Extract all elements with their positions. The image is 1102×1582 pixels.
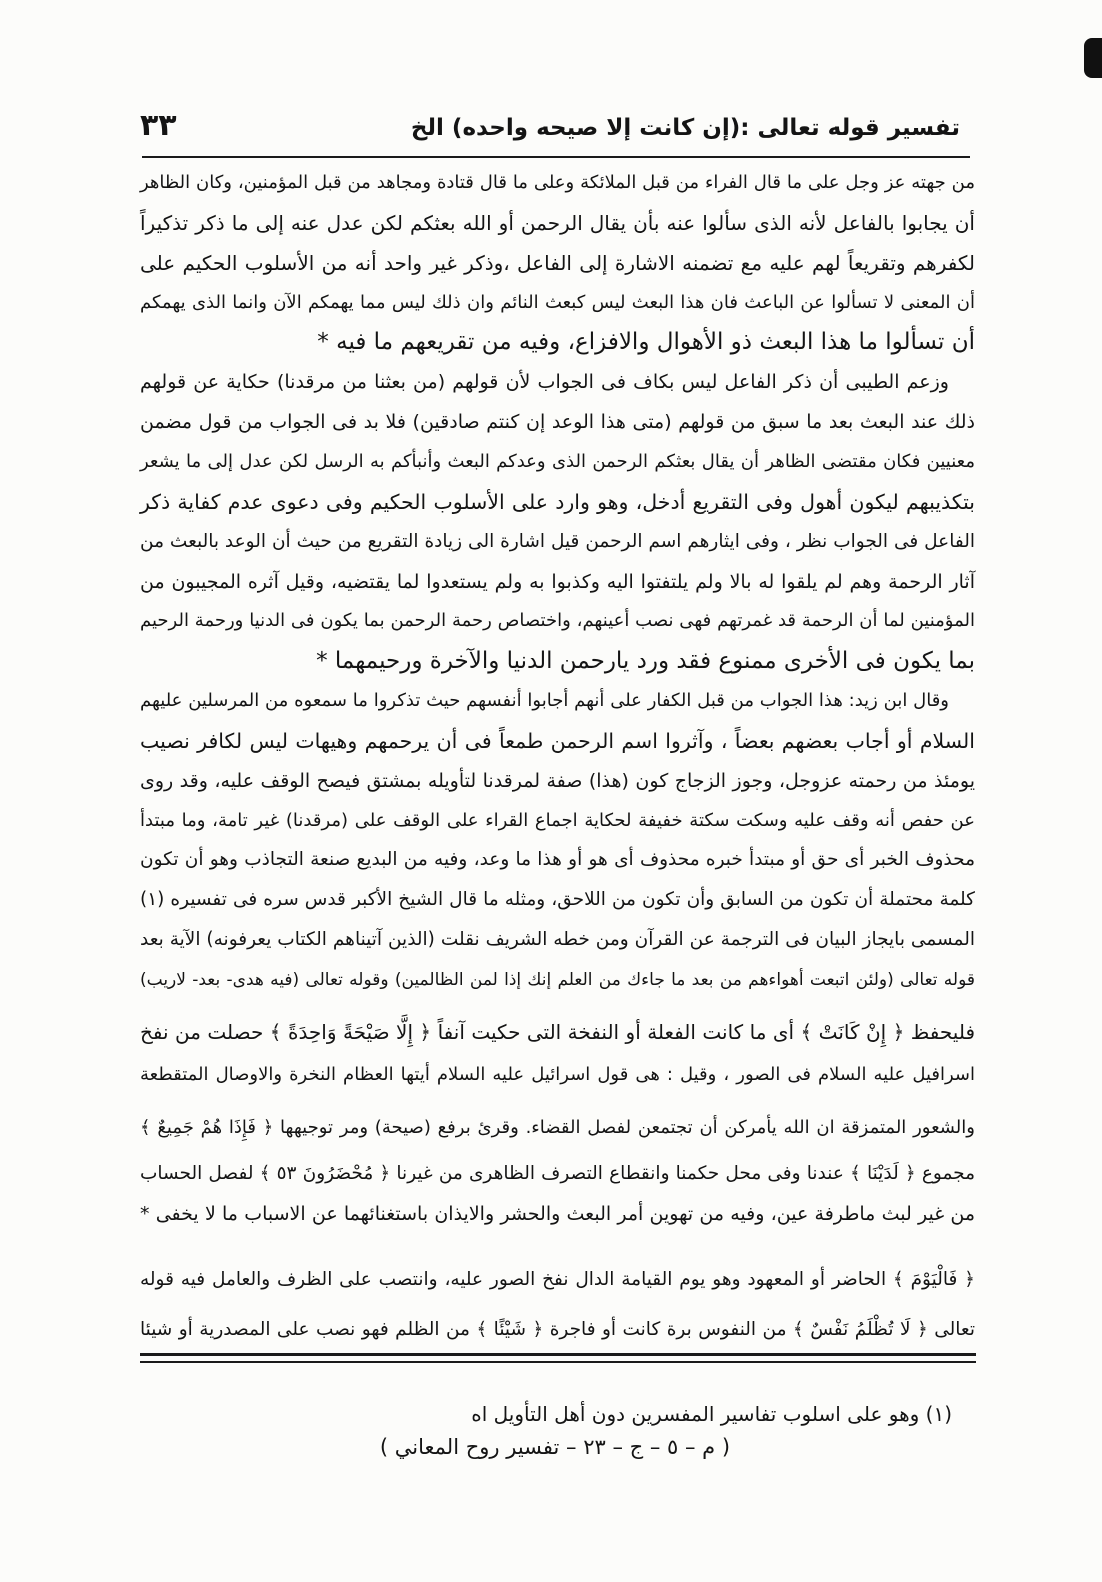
text-line: السلام أو أجاب بعضهم بعضاً ، وآثروا اسم الرحمن طمعاً فى أن يرحمهم وهيهات ليس لكافر نصيب — [140, 729, 975, 753]
text-line: بتكذيبهم ليكون أهول وفى التقريع أدخل، وهو وارد على الأسلوب الحكيم وفى دعوى عدم كفاية ذكر — [140, 490, 975, 514]
footnote-rule-thin — [140, 1361, 976, 1363]
text-line: فليحفظ ﴿ إِنْ كَانَتْ ﴾ أى ما كانت الفعلة أو النفخة التى حكيت آنفاً ﴿ إِلَّا صَيْحَةً وَاحِدَةً ﴾ حصلت من نفخ — [140, 1020, 975, 1044]
text-line: أن المعنى لا تسألوا عن الباعث فان هذا البعث ليس كبعث النائم وان ذلك ليس مما يهمكم الآن وانما الذى يهمكم — [140, 292, 975, 313]
text-line: وزعم الطيبى أن ذكر الفاعل ليس بكاف فى الجواب لأن قولهم (من بعثنا من مرقدنا) حكاية عن قولهم — [140, 371, 949, 393]
text-line: عن حفص أنه وقف عليه وسكت سكتة خفيفة لحكاية اجماع القراء على الوقف على (مرقدنا) غير تامة، وما مبتدأ — [140, 810, 975, 831]
text-line: ﴿ فَالْيَوْمَ ﴾ الحاضر أو المعهود وهو يوم القيامة الدال نفخ الصور عليه، وانتصب على الظرف والعامل فيه قوله — [140, 1269, 975, 1290]
footnote: (١) وهو على اسلوب تفاسير المفسرين دون أهل التأويل اه — [471, 1402, 952, 1426]
text-line: من جهته عز وجل على ما قال الفراء من قبل الملائكة وعلى ما قال قتادة ومجاهد من قبل المؤمنين، وكان الظاهر — [140, 172, 975, 193]
running-header-title: تفسير قوله تعالى :(إن كانت إلا صيحه واحده) الخ — [410, 115, 960, 141]
text-line: محذوف الخبر أى حق أو مبتدأ خبره محذوف أى هو أو هذا ما وعد، وفيه من البديع صنعة التجاذب وهو أن تكون — [140, 849, 975, 870]
text-line: لكفرهم وتقريعاً لهم عليه مع تضمنه الاشارة إلى الفاعل ،وذكر غير واحد أنه من الأسلوب الحكيم على — [140, 251, 975, 275]
text-line: الفاعل فى الجواب نظر ، وفى ايثارهم اسم الرحمن قيل اشارة الى زيادة التقريع من حيث أن الوعد بالبعث من — [140, 531, 975, 552]
text-line: من غير لبث ماطرفة عين، وفيه من تهوين أمر البعث والحشر والايذان باستغنائهما عن الاسباب ما لا يخفى * — [140, 1203, 975, 1225]
text-line: يومئذ من رحمته عزوجل، وجوز الزجاج كون (هذا) صفة لمرقدنا لتأويله بمشتق فيصح الوقف عليه، وقد روى — [140, 770, 975, 792]
text-line: مجموع ﴿ لَدَيْنَا ﴾ عندنا وفى محل حكمنا وانقطاع التصرف الظاهرى من غيرنا ﴿ مُحْضَرُونَ ٥٣ ﴾ لفصل الحساب — [140, 1163, 975, 1184]
text-line: وقال ابن زيد: هذا الجواب من قبل الكفار على أنهم أجابوا أنفسهم حيث تذكروا ما سمعوه من المرسلين عليهم — [140, 690, 949, 711]
text-line: بما يكون فى الأخرى ممنوع فقد ورد يارحمن الدنيا والآخرة ورحيمهما * — [316, 648, 975, 674]
text-line: كلمة محتملة أن تكون من السابق وأن تكون من اللاحق، ومثله ما قال الشيخ الأكبر قدس سره فى تفسيره (١) — [140, 889, 975, 910]
page-number: ٣٣ — [140, 108, 177, 143]
text-line: المسمى بايجاز البيان فى الترجمة عن القرآن ومن خطه الشريف نقلت (الذين آتيناهم الكتاب يعرفونه) الآية بعد — [140, 929, 975, 950]
text-line: معنيين فكان مقتضى الظاهر أن يقال بعثكم الرحمن الذى وعدكم البعث وأنبأكم به الرسل لكن عدل إلى ما يشعر — [140, 451, 975, 472]
text-line: قوله تعالى (ولئن اتبعت أهواءهم من بعد ما جاءك من العلم إنك إذا لمن الظالمين) وقوله تعالى (فيه هدى- بعد- لاريب) — [140, 970, 975, 990]
footnote-rule-thick — [140, 1353, 976, 1356]
text-line: أن تسألوا ما هذا البعث ذو الأهوال والافزاع، وفيه من تقريعهم ما فيه * — [317, 329, 975, 355]
text-line: اسرافيل عليه السلام فى الصور ، وقيل : هى قول اسرائيل عليه السلام أيتها العظام النخرة والاوصال المتقطعة — [140, 1064, 975, 1085]
scan-edge-mark — [1084, 38, 1102, 78]
text-line: تعالى ﴿ لَا تُظْلَمُ نَفْسٌ ﴾ من النفوس برة كانت أو فاجرة ﴿ شَيْئًا ﴾ من الظلم فهو نصب على المصدرية أو شيئا — [140, 1319, 975, 1340]
text-line: آثار الرحمة وهم لم يلقوا له بالا ولم يلتفتوا اليه وكذبوا به ولم يستعدوا لما يقتضيه، وقيل آثره المجيبون من — [140, 571, 975, 593]
text-line: المؤمنين لما أن الرحمة قد غمرتهم فهى نصب أعينهم، واختصاص رحمة الرحمن بما يكون فى الدنيا ورحمة الرحيم — [140, 610, 975, 631]
header-rule — [142, 156, 970, 158]
text-line: ذلك عند البعث بعد ما سبق من قولهم (متى هذا الوعد إن كنتم صادقين) فلا بد فى الجواب من قول مضمن — [140, 411, 975, 433]
text-line: أن يجابوا بالفاعل لأنه الذى سألوا عنه بأن يقال الرحمن أو الله بعثكم لكن عدل عنه إلى ما ذكر تذكيراً — [140, 211, 975, 235]
print-signature: ( م – ٥ – ج – ٢٣ – تفسير روح المعاني ) — [379, 1435, 731, 1459]
text-line: والشعور المتمزقة ان الله يأمركن أن تجتمعن لفصل القضاء. وقرئ برفع (صيحة) ومر توجيهها ﴿ فَإِذَا هُمْ جَمِيعٌ ﴾ — [140, 1117, 975, 1138]
